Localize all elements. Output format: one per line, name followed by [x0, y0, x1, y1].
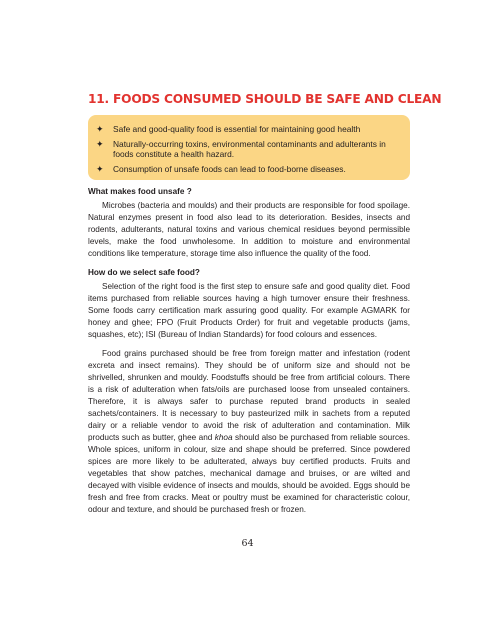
star-bullet-icon: ✦: [96, 138, 104, 149]
key-point-text: Consumption of unsafe foods can lead to food-borne diseases.: [113, 163, 346, 174]
subheading-select-safe-food: How do we select safe food?: [88, 268, 200, 277]
key-point: [96, 164, 402, 175]
key-point-text: Naturally-occurring toxins, environmental contaminants and adulterants in foods constitute a health hazard.: [113, 138, 386, 160]
key-point: [96, 139, 402, 160]
key-point: [96, 124, 402, 135]
italic-term: khoa: [214, 433, 233, 442]
page-number: 64: [241, 538, 254, 549]
key-points-list: [96, 124, 402, 174]
body-text: [88, 186, 410, 520]
paragraph: Microbes (bacteria and moulds) and their products are responsible for food spoilage. Natural enzymes present in food also lead to its deterioration. Besides, insects and rodents, adulterants, natural toxins and various chemical residues beyond permissible levels, make the food unwholesome. In addition to moisture and environmental conditions like temperature, storage time also influence the quality of the food.: [88, 201, 410, 258]
star-bullet-icon: ✦: [96, 124, 104, 134]
key-points-box: [88, 115, 410, 180]
section-heading: 11. FOODS CONSUMED SHOULD BE SAFE AND CLEAN: [88, 92, 442, 106]
subheading-unsafe-food: What makes food unsafe ?: [88, 187, 192, 196]
paragraph: Selection of the right food is the first step to ensure safe and good quality diet. Food items purchased from reliable sources having a high turnover ensure their freshness. Some foods carry certification mark assuring good quality. For example AGMARK for honey and ghee; FPO (Fruit Products Order) for fruit and vegetable products (jams, squashes, etc); ISI (Bureau of Indian Standards) for food colours and essences.: [88, 282, 410, 339]
key-point-text: Safe and good-quality food is essential for maintaining good health: [113, 124, 361, 134]
paragraph: Food grains purchased should be free from foreign matter and infestation (rodent excreta and insect remains). They should be of uniform size and should not be shrivelled, shrunken and mouldy. Foodstuffs should be free from artificial colours. There is a risk of adulteration when fats/oils are purchased loose from unsealed containers. Therefore, it is always safer to purchase reputed brand products in sealed sachets/containers. It is necessary to buy pasteurized milk in sachets from a reputed dairy or a reliable vendor to avoid the risk of adulteration and contamination. Milk products such as butter, ghee and khoa should also be purchased from reliable sources. Whole spices, uniform in colour, size and shape should be preferred. Since powdered spices are more likely to be adulterated, always buy certified products. Fruits and vegetables that show patches, mechanical damage and bruises, or are wilted and decayed with visible evidence of insects and moulds, should be avoided. Eggs should be fresh and free from cracks. Meat or poultry must be examined for characteristic colour, odour and texture, and should be purchased fresh or frozen.: [88, 349, 410, 514]
star-bullet-icon: ✦: [96, 163, 104, 174]
